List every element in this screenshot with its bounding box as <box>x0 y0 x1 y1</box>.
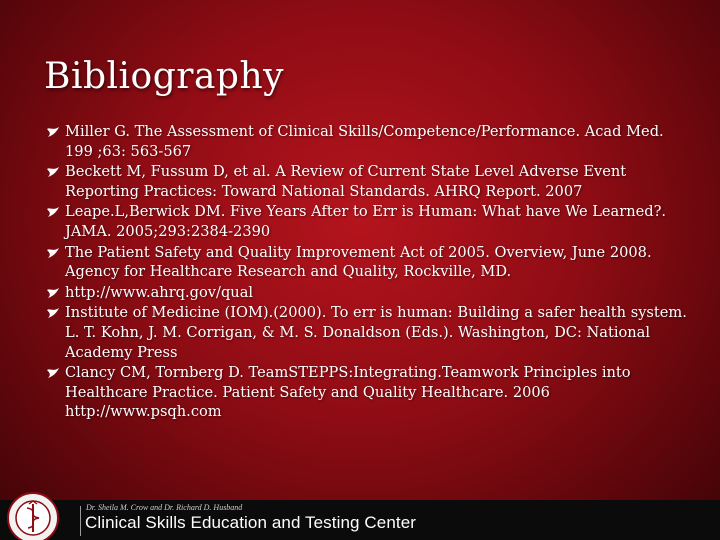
reference-item <box>46 303 696 362</box>
reference-item <box>46 363 696 422</box>
ribbon-bullet-icon <box>46 287 60 299</box>
university-seal-icon <box>2 490 66 540</box>
ribbon-bullet-icon <box>46 307 60 319</box>
reference-text: Clancy CM, Tornberg D. TeamSTEPPS:Integrating.Teamwork Principles into Healthcare Practice. Patient Safety and Quality Healthcare. 2006 http://www.psqh.com <box>65 364 631 421</box>
reference-item <box>46 122 696 161</box>
ribbon-bullet-icon <box>46 206 60 218</box>
reference-text: Beckett M, Fussum D, et al. A Review of Current State Level Adverse Event Reporting Practices: Toward National Standards. AHRQ Report. 2007 <box>65 163 627 200</box>
reference-item <box>46 243 696 282</box>
reference-text: Miller G. The Assessment of Clinical Skills/Competence/Performance. Acad Med. 199 ;63: 563-567 <box>65 123 664 160</box>
footer <box>0 490 720 540</box>
footer-divider <box>80 506 81 536</box>
reference-item <box>46 283 696 303</box>
ribbon-bullet-icon <box>46 247 60 259</box>
footer-center-name: Clinical Skills Education and Testing Center <box>85 513 417 532</box>
ribbon-bullet-icon <box>46 126 60 138</box>
reference-text: Institute of Medicine (IOM).(2000). To err is human: Building a safer health system. L. T. Kohn, J. M. Corrigan, & M. S. Donaldson (Eds.). Washington, DC: National Academy Press <box>65 304 687 361</box>
ribbon-bullet-icon <box>46 166 60 178</box>
reference-item <box>46 162 696 201</box>
reference-link[interactable]: http://www.ahrq.gov/qual <box>65 283 254 301</box>
ribbon-bullet-icon <box>46 367 60 379</box>
reference-item <box>46 202 696 241</box>
reference-list <box>46 122 696 423</box>
reference-text: The Patient Safety and Quality Improvement Act of 2005. Overview, June 2008. Agency for Healthcare Research and Quality, Rockville, MD. <box>65 243 652 281</box>
footer-credit: Dr. Sheila M. Crow and Dr. Richard D. Husband <box>86 503 243 512</box>
slide-title: Bibliography <box>44 56 284 97</box>
reference-text: Leape.L,Berwick DM. Five Years After to Err is Human: What have We Learned?. JAMA. 2005;293:2384-2390 <box>65 203 667 240</box>
